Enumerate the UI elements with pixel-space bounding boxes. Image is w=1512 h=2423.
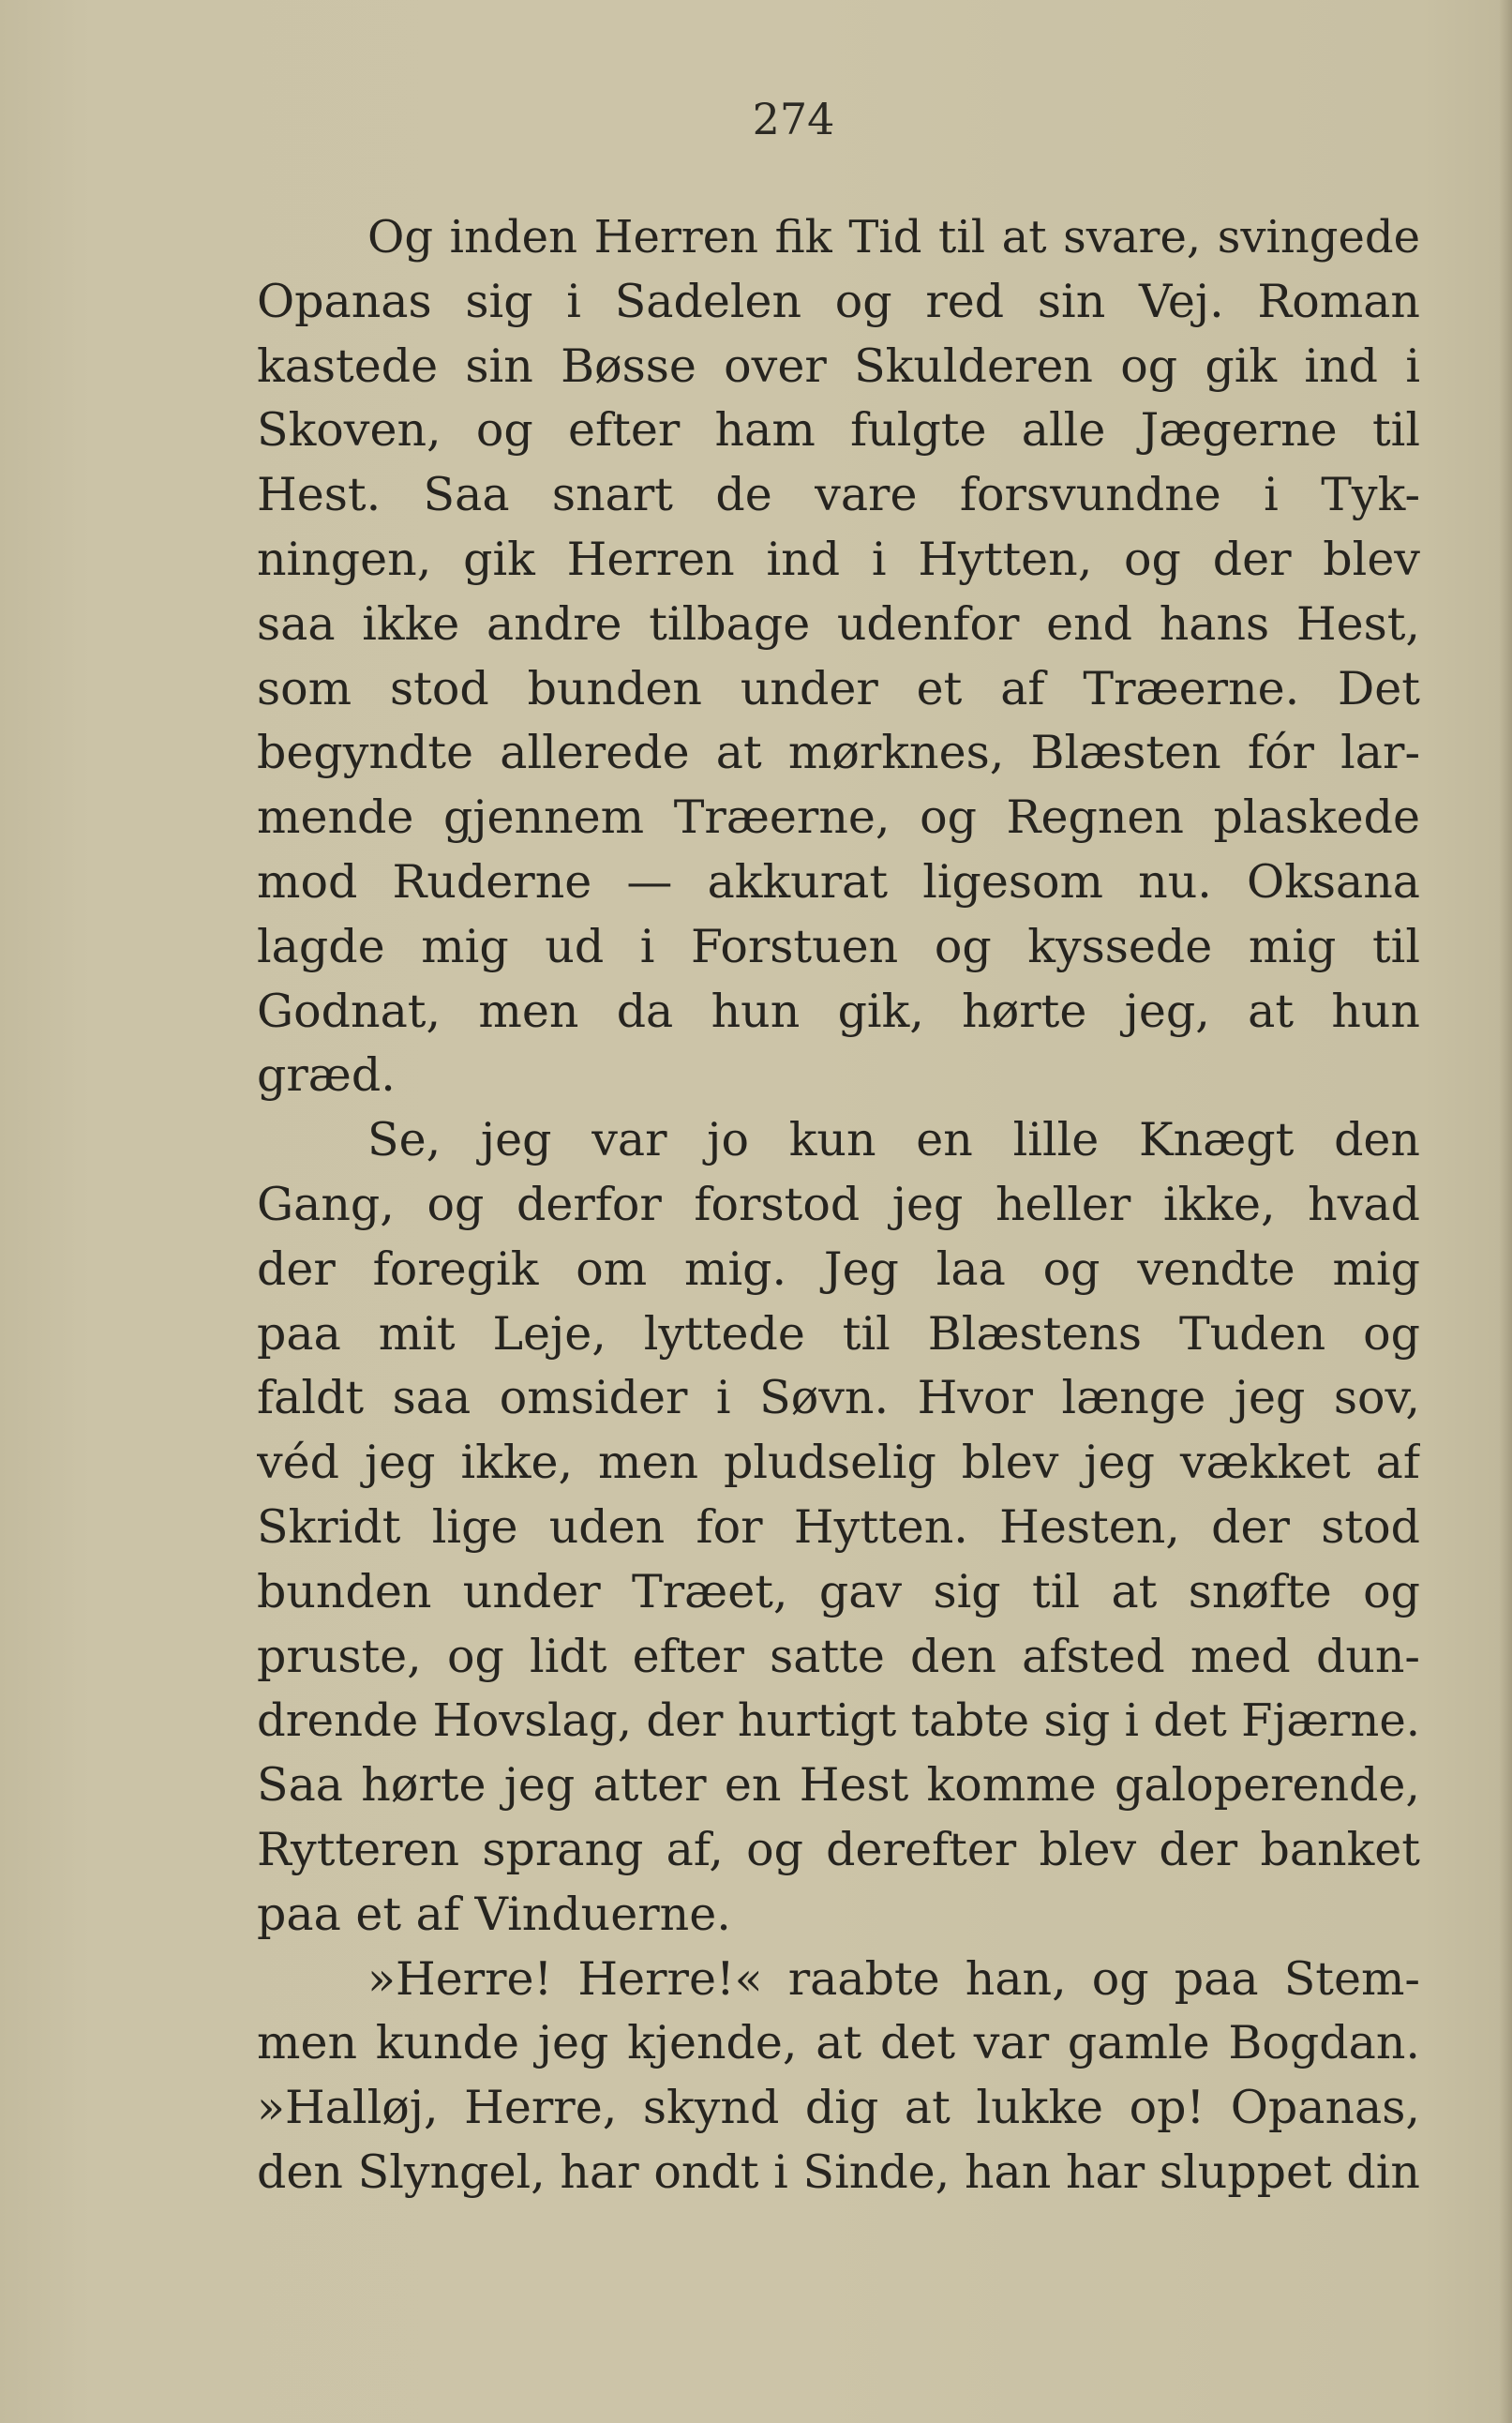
text-line: Godnat, men da hun gik, hørte jeg, at hun — [257, 984, 1420, 1038]
text-line: græd. — [257, 1048, 396, 1103]
text-line: der foregik om mig. Jeg laa og vendte mig — [257, 1242, 1420, 1296]
text-line: Saa hørte jeg atter en Hest komme galoperende, — [257, 1758, 1420, 1813]
text-line: Gang, og derfor forstod jeg heller ikke, hvad — [257, 1177, 1420, 1231]
text-line: Opanas sig i Sadelen og red sin Vej. Roman — [257, 274, 1420, 328]
text-line: paa mit Leje, lyttede til Blæstens Tuden og — [257, 1306, 1420, 1361]
text-line: begyndte allerede at mørknes, Blæsten fór lar- — [257, 726, 1420, 780]
text-line: lagde mig ud i Forstuen og kyssede mig til — [257, 919, 1420, 973]
text-line: som stod bunden under et af Træerne. Det — [257, 661, 1420, 715]
text-line: Skoven, og efter ham fulgte alle Jægerne til — [257, 403, 1420, 458]
body-text — [257, 205, 1420, 2205]
text-line: pruste, og lidt efter satte den afsted med dun- — [257, 1629, 1420, 1683]
text-line: ningen, gik Herren ind i Hytten, og der blev — [257, 532, 1420, 586]
text-line: véd jeg ikke, men pludselig blev jeg vækket af — [257, 1436, 1420, 1490]
text-line: Rytteren sprang af, og derefter blev der banket — [257, 1822, 1420, 1876]
text-line: den Slyngel, har ondt i Sinde, han har sluppet din — [257, 2145, 1420, 2199]
text-line: Og inden Herren fik Tid til at svare, svingede — [367, 211, 1420, 263]
text-line: mende gjennem Træerne, og Regnen plaskede — [257, 790, 1420, 845]
page-number: 274 — [752, 94, 835, 144]
text-line: men kunde jeg kjende, at det var gamle Bogdan. — [257, 2016, 1420, 2070]
text-line: faldt saa omsider i Søvn. Hvor længe jeg sov, — [257, 1371, 1420, 1425]
text-line: »Halløj, Herre, skynd dig at lukke op! Opanas, — [257, 2081, 1420, 2135]
text-line: drende Hovslag, der hurtigt tabte sig i det Fjærne. — [257, 1694, 1420, 1748]
text-line: paa et af Vinduerne. — [257, 1887, 731, 1941]
text-line: bunden under Træet, gav sig til at snøfte og — [257, 1564, 1420, 1618]
text-line: Se, jeg var jo kun en lille Knægt den — [367, 1113, 1420, 1167]
text-line: mod Ruderne — akkurat ligesom nu. Oksana — [257, 854, 1420, 909]
text-line: kastede sin Bøsse over Skulderen og gik ind i — [257, 339, 1420, 393]
text-line: Skridt lige uden for Hytten. Hesten, der stod — [257, 1499, 1420, 1554]
page-edge-shadow — [1499, 0, 1512, 2423]
text-line: »Herre! Herre!« raabte han, og paa Stem- — [367, 1951, 1420, 2006]
text-line: saa ikke andre tilbage udenfor end hans Hest, — [257, 596, 1420, 651]
text-line: Hest. Saa snart de vare forsvundne i Tyk- — [257, 468, 1420, 522]
